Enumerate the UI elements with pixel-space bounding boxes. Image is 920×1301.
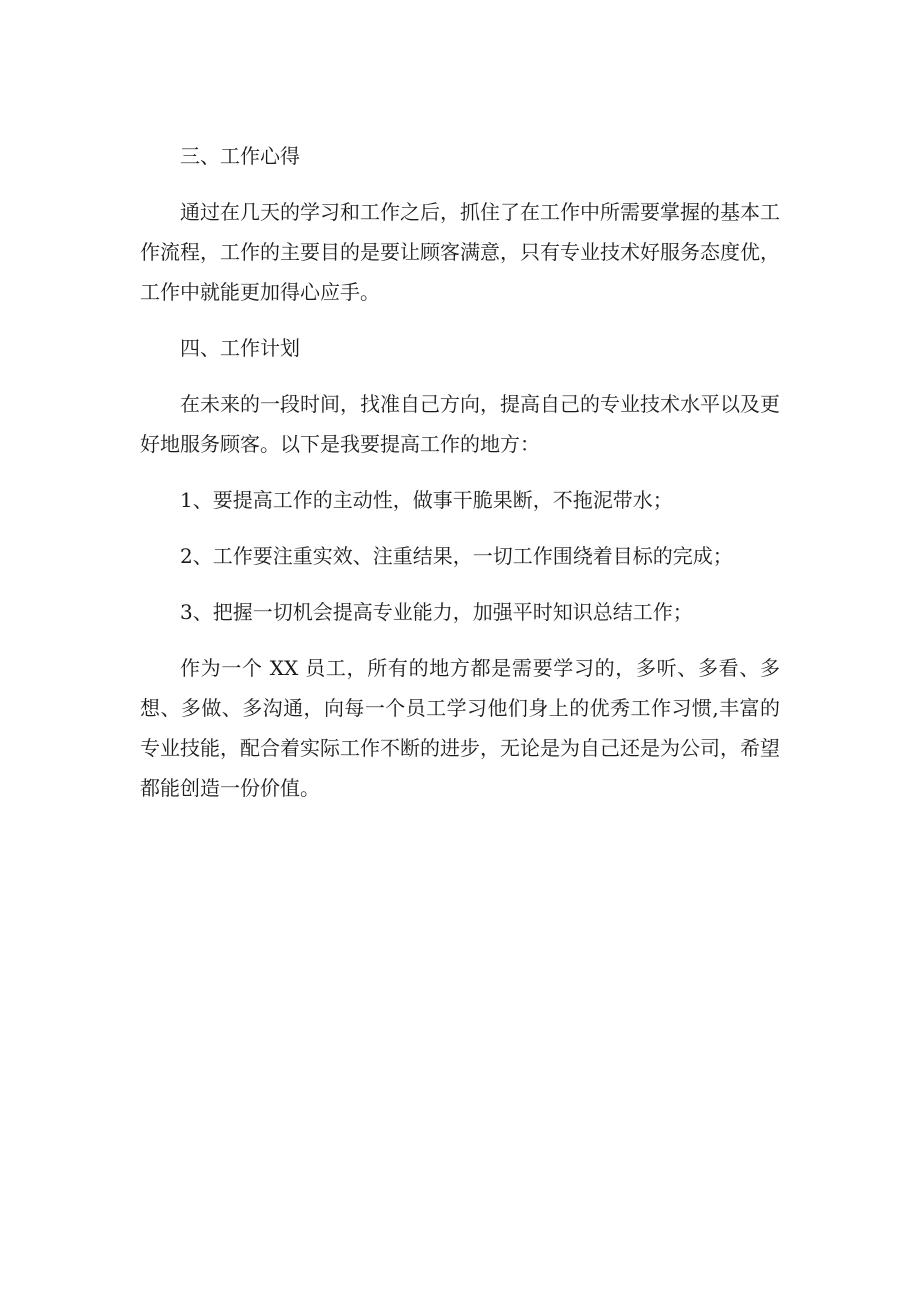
paragraph-closing: 作为一个 XX 员工，所有的地方都是需要学习的，多听、多看、多想、多做、多沟通，向每一个员工学习他们身上的优秀工作习惯,丰富的专业技能，配合着实际工作不断的进步，无论是为自己还是为公司，希望都能创造一份价值。 <box>140 656 780 800</box>
list-item: 2、工作要注重实效、注重结果，一切工作围绕着目标的完成； <box>180 544 733 568</box>
paragraph-work-insights: 通过在几天的学习和工作之后，抓住了在工作中所需要掌握的基本工作流程，工作的主要目的是要让顾客满意，只有专业技术好服务态度优，工作中就能更加得心应手。 <box>140 200 780 304</box>
document-body <box>140 136 780 824</box>
list-item: 1、要提高工作的主动性，做事干脆果断，不拖泥带水； <box>180 488 673 512</box>
section-heading-work-plan: 四、工作计划 <box>180 336 300 360</box>
list-item: 3、把握一切机会提高专业能力，加强平时知识总结工作； <box>180 600 693 624</box>
section-heading-work-insights: 三、工作心得 <box>180 144 300 168</box>
paragraph-work-plan-intro: 在未来的一段时间，找准自己方向，提高自己的专业技术水平以及更好地服务顾客。以下是我要提高工作的地方： <box>140 392 780 456</box>
